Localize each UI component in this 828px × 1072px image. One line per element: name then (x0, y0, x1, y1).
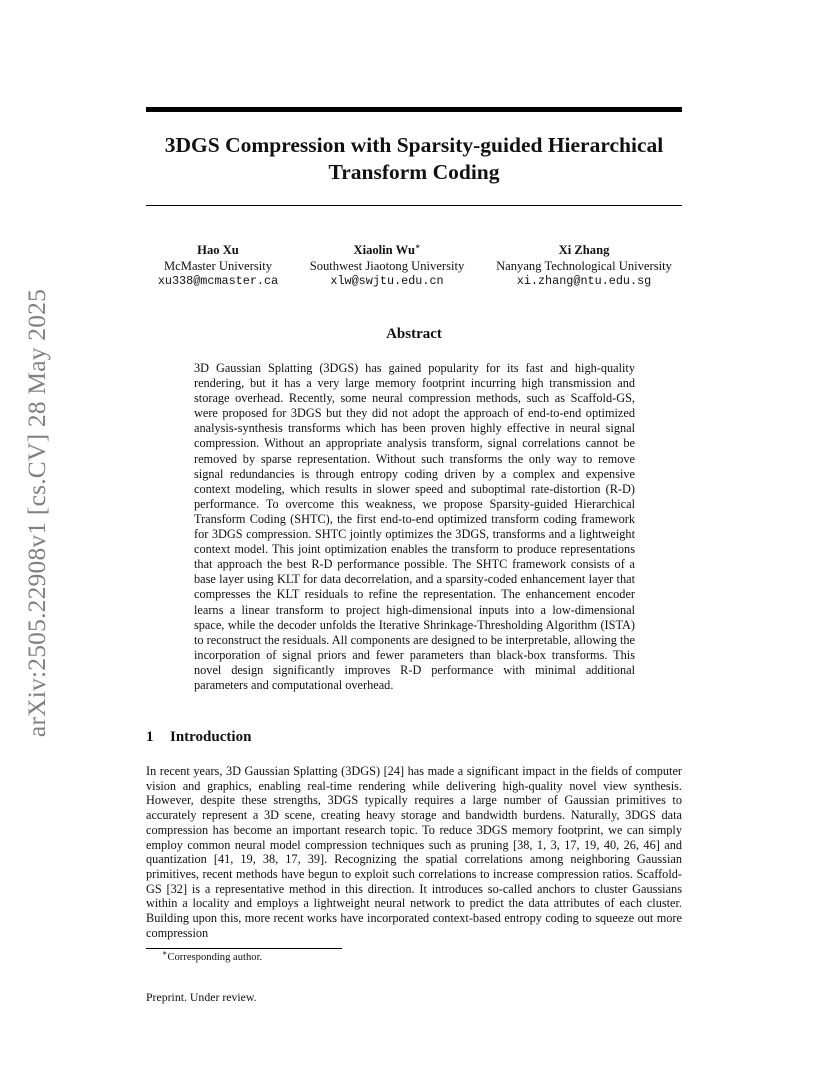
author-block (146, 243, 682, 290)
author-name: Xiaolin Wu∗ (353, 241, 421, 257)
footnote-text: Corresponding author. (167, 952, 263, 963)
footnote-mark[interactable]: ∗ (414, 241, 421, 251)
arxiv-identifier-text: arXiv:2505.22908v1 [cs.CV] 28 May 2025 (22, 288, 52, 738)
section-title: Introduction (170, 729, 252, 745)
section-heading (146, 729, 251, 746)
author-email[interactable]: xi.zhang@ntu.edu.sg (516, 274, 652, 288)
introduction-text: In recent years, 3D Gaussian Splatting (3DGS) [24] has made a significant impact in the fields of computer vision and graphics, enabling real-time rendering while delivering high-quality novel view synthesis. However, despite these strengths, 3DGS typically requires a large number of Gaussian primitives to accurately represent a 3D scene, creating heavy storage and bandwidth burdens. Naturally, 3DGS data compression has become an important research topic. To reduce 3DGS memory footprint, we can simply employ common neural model compression techniques such as pruning [38, 1, 3, 17, 19, 40, 26, 46] and quantization [41, 19, 38, 17, 39]. Recognizing the spatial correlations among neighboring Gaussian primitives, recent methods have begun to exploit such correlations to increase compression ratios. Scaffold-GS [32] is a representative method in this direction. It introduces so-called anchors to cluster Gaussians within a locality and employs a lightweight neural network to predict the data attributes of each cluster. Building upon this, more recent works have incorporated context-based entropy coding to squeeze out more compression (146, 764, 682, 940)
author-affiliation: Southwest Jiaotong University (309, 258, 465, 273)
abstract-heading: Abstract (386, 326, 442, 342)
author-email[interactable]: xlw@swjtu.edu.cn (330, 274, 444, 288)
author-name: Hao Xu (197, 243, 239, 257)
paper-title: 3DGS Compression with Sparsity-guided Hierarchical Transform Coding (164, 133, 664, 184)
author-1 (148, 243, 288, 290)
title-top-rule (146, 107, 682, 112)
title-bottom-rule (146, 205, 682, 206)
footnote-rule (146, 948, 342, 949)
section-number: 1 (146, 729, 154, 745)
author-affiliation: McMaster University (163, 258, 273, 273)
preprint-note: Preprint. Under review. (146, 990, 257, 1004)
author-2 (301, 243, 473, 290)
footnote (162, 948, 263, 963)
footnote-mark: ∗ (162, 948, 168, 958)
author-email[interactable]: xu338@mcmaster.ca (157, 274, 279, 288)
author-affiliation: Nanyang Technological University (496, 258, 672, 273)
author-3 (486, 243, 682, 290)
abstract-text: 3D Gaussian Splatting (3DGS) has gained popularity for its fast and high-quality rendering, but it has a very large memory footprint incurring high transmission and storage overhead. Recently, some neural compression methods, such as Scaffold-GS, were proposed for 3DGS but they did not adopt the approach of end-to-end optimized analysis-synthesis transforms which has been proven highly effective in neural signal compression. Without an appropriate analysis transform, signal correlations cannot be removed by sparse representation. Without such transforms the only way to remove signal redundancies is through entropy coding driven by a complex and expensive context modeling, which results in slower speed and suboptimal rate-distortion (R-D) performance. To overcome this weakness, we propose Sparsity-guided Hierarchical Transform Coding (SHTC), the first end-to-end optimized transform coding framework for 3DGS compression. SHTC jointly optimizes the 3DGS, transforms and a lightweight context model. This joint optimization enables the transform to produce representations that approach the best R-D performance possible. The SHTC framework consists of a base layer using KLT for data decorrelation, and a sparsity-coded enhancement layer that compresses the KLT residuals to refine the representation. The enhancement encoder learns a linear transform to project high-dimensional inputs into a low-dimensional space, while the decoder unfolds the Iterative Shrinkage-Thresholding Algorithm (ISTA) to reconstruct the residuals. All components are designed to be interpretable, allowing the incorporation of signal priors and fewer parameters than black-box transforms. This novel design significantly improves R-D performance with minimal additional parameters and computational overhead. (194, 361, 635, 692)
author-name: Xi Zhang (558, 243, 610, 257)
arxiv-identifier (22, 268, 52, 758)
